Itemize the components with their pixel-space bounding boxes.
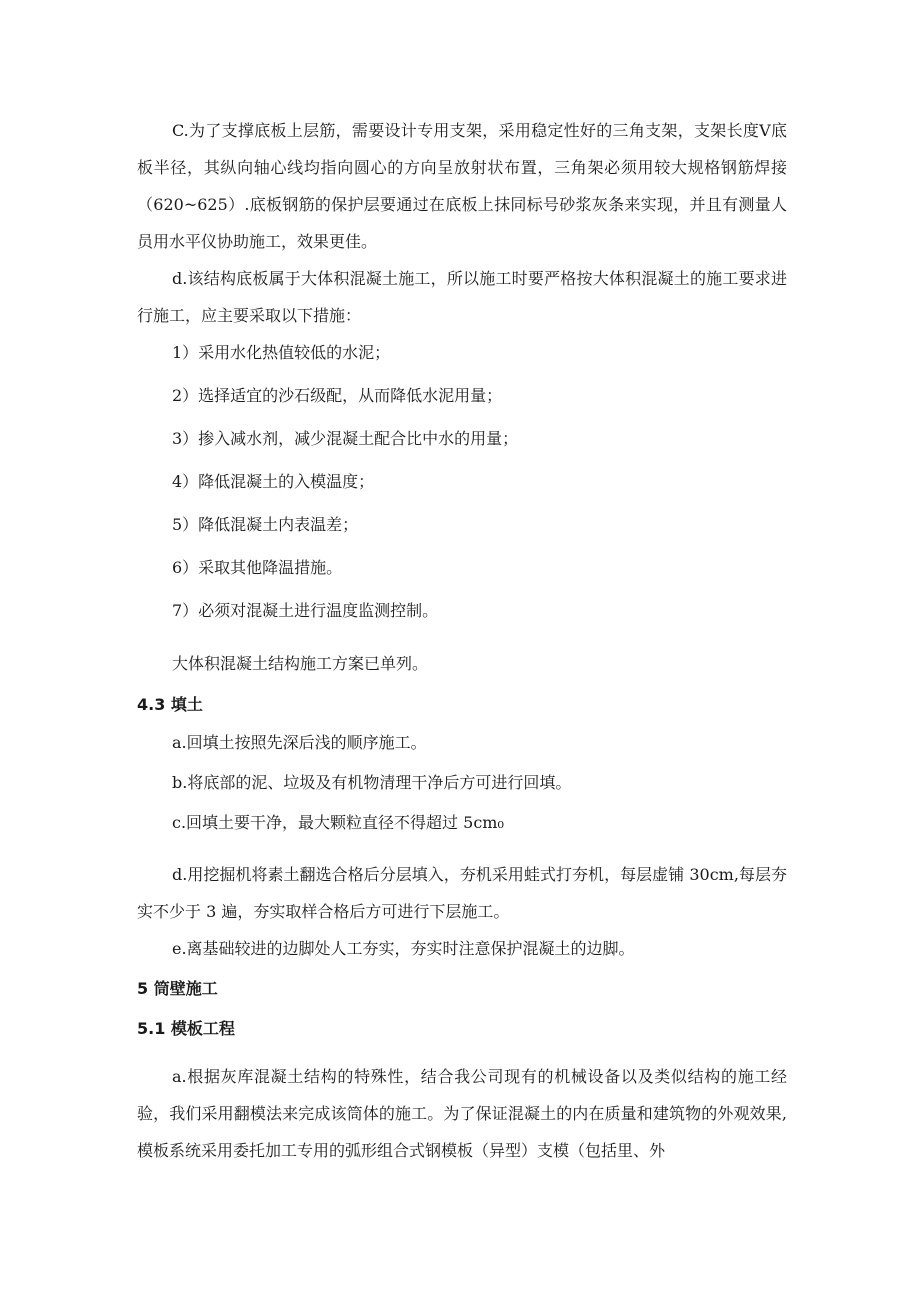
measure-item-5: 5）降低混凝土内表温差； <box>172 515 359 534</box>
section-heading-5-1: 5.1 模板工程 <box>137 1019 235 1038</box>
section-heading-4-3: 4.3 填土 <box>137 695 203 714</box>
measure-item-2: 2）选择适宜的沙石级配，从而降低水泥用量； <box>172 386 503 405</box>
measure-item-4: 4）降低混凝土的入模温度； <box>172 472 375 491</box>
fill-item-d: d.用挖掘机将素土翻选合格后分层填入，夯机采用蛙式打夯机，每层虚铺 30cm,每层夯实不少于 3 遍，夯实取样合格后方可进行下层施工。 <box>137 865 787 921</box>
formwork-item-a: a.根据灰库混凝土结构的特殊性，结合我公司现有的机械设备以及类似结构的施工经验，我们采用翻模法来完成该筒体的施工。为了保证混凝土的内在质量和建筑物的外观效果,模板系统采用委托加工专用的弧形组合式钢模板（异型）支模（包括里、外 <box>137 1067 787 1160</box>
paragraph-d-mass-concrete: d.该结构底板属于大体积混凝土施工，所以施工时要严格按大体积混凝土的施工要求进行施工，应主要采取以下措施： <box>137 269 787 325</box>
measure-item-6: 6）采取其他降温措施。 <box>172 558 343 577</box>
paragraph-c-support-frame: C.为了支撑底板上层筋，需要设计专用支架，采用稳定性好的三角支架，支架长度V底板半径，其纵向轴心线均指向圆心的方向呈放射状布置，三角架必须用较大规格钢筋焊接（620~625）.底板钢筋的保护层要通过在底板上抹同标号砂浆灰条来实现，并且有测量人员用水平仪协助施工，效果更佳。 <box>137 121 787 251</box>
measure-item-7: 7）必须对混凝土进行温度监测控制。 <box>172 601 439 620</box>
fill-item-a: a.回填土按照先深后浅的顺序施工。 <box>172 733 427 752</box>
fill-item-c: c.回填土要干净，最大颗粒直径不得超过 5cm₀ <box>172 813 504 832</box>
section-heading-5: 5 筒壁施工 <box>137 979 218 998</box>
measure-item-1: 1）采用水化热值较低的水泥； <box>172 343 391 362</box>
fill-item-b: b.将底部的泥、垃圾及有机物清理干净后方可进行回填。 <box>172 773 572 792</box>
measure-item-3: 3）掺入减水剂，减少混凝土配合比中水的用量； <box>172 429 519 448</box>
fill-item-e: e.离基础较进的边脚处人工夯实，夯实时注意保护混凝土的边脚。 <box>172 939 635 958</box>
mass-concrete-note: 大体积混凝土结构施工方案已单列。 <box>172 654 429 673</box>
